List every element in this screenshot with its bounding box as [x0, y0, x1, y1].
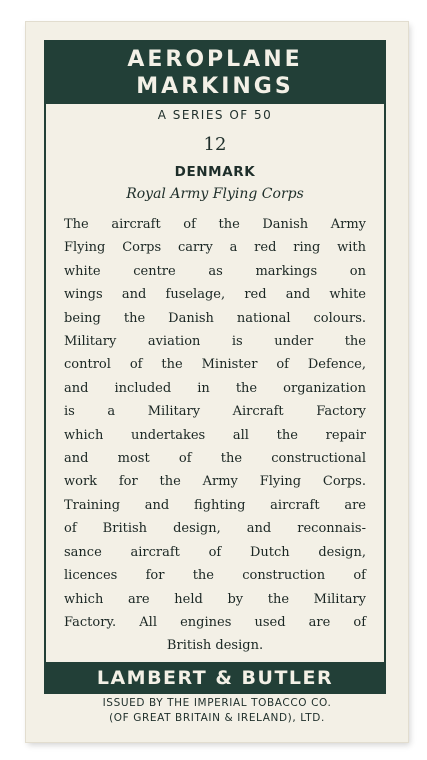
body-line: white centre as markings on	[64, 263, 366, 279]
body-line: which are held by the Military	[64, 591, 366, 607]
body-line: sance aircraft of Dutch design,	[64, 544, 366, 560]
body-line: Flying Corps carry a red ring with	[64, 240, 366, 256]
header-title-line2: MARKINGS	[136, 74, 294, 99]
body-line: Military aviation is under the	[64, 334, 366, 350]
body-line: control of the Minister of Defence,	[64, 357, 366, 373]
body-text	[64, 213, 366, 658]
brand-band: LAMBERT & BUTLER	[44, 662, 386, 694]
body-line: Training and fighting aircraft are	[64, 497, 366, 513]
card-frame	[44, 40, 386, 690]
header-band	[46, 42, 384, 104]
series-label: A SERIES OF 50	[157, 108, 273, 122]
card-number: 12	[203, 134, 227, 155]
body-line: The aircraft of the Danish Army	[64, 217, 366, 232]
issuer-line2: (OF GREAT BRITAIN & IRELAND), LTD.	[109, 712, 325, 724]
cigarette-card	[26, 22, 408, 742]
body-line: licences for the construction of	[64, 568, 366, 584]
body-line: wings and fuselage, red and white	[64, 287, 366, 303]
body-line: and included in the organization	[64, 380, 366, 396]
body-line: Factory. All engines used are of	[64, 614, 366, 630]
body-line: and most of the constructional	[64, 451, 366, 467]
body-line: work for the Army Flying Corps.	[64, 474, 366, 490]
header-title-line1: AEROPLANE	[127, 47, 303, 72]
body-line: British design.	[166, 638, 264, 654]
body-line: of British design, and reconnais-	[64, 521, 366, 537]
body-line: being the Danish national colours.	[64, 310, 366, 326]
issuer-text	[26, 696, 408, 726]
country-title: DENMARK	[174, 164, 256, 180]
body-line: which undertakes all the repair	[64, 427, 366, 443]
subtitle: Royal Army Flying Corps	[126, 186, 304, 202]
body-line: is a Military Aircraft Factory	[64, 404, 366, 420]
issuer-line1: ISSUED BY THE IMPERIAL TOBACCO CO.	[102, 697, 332, 709]
